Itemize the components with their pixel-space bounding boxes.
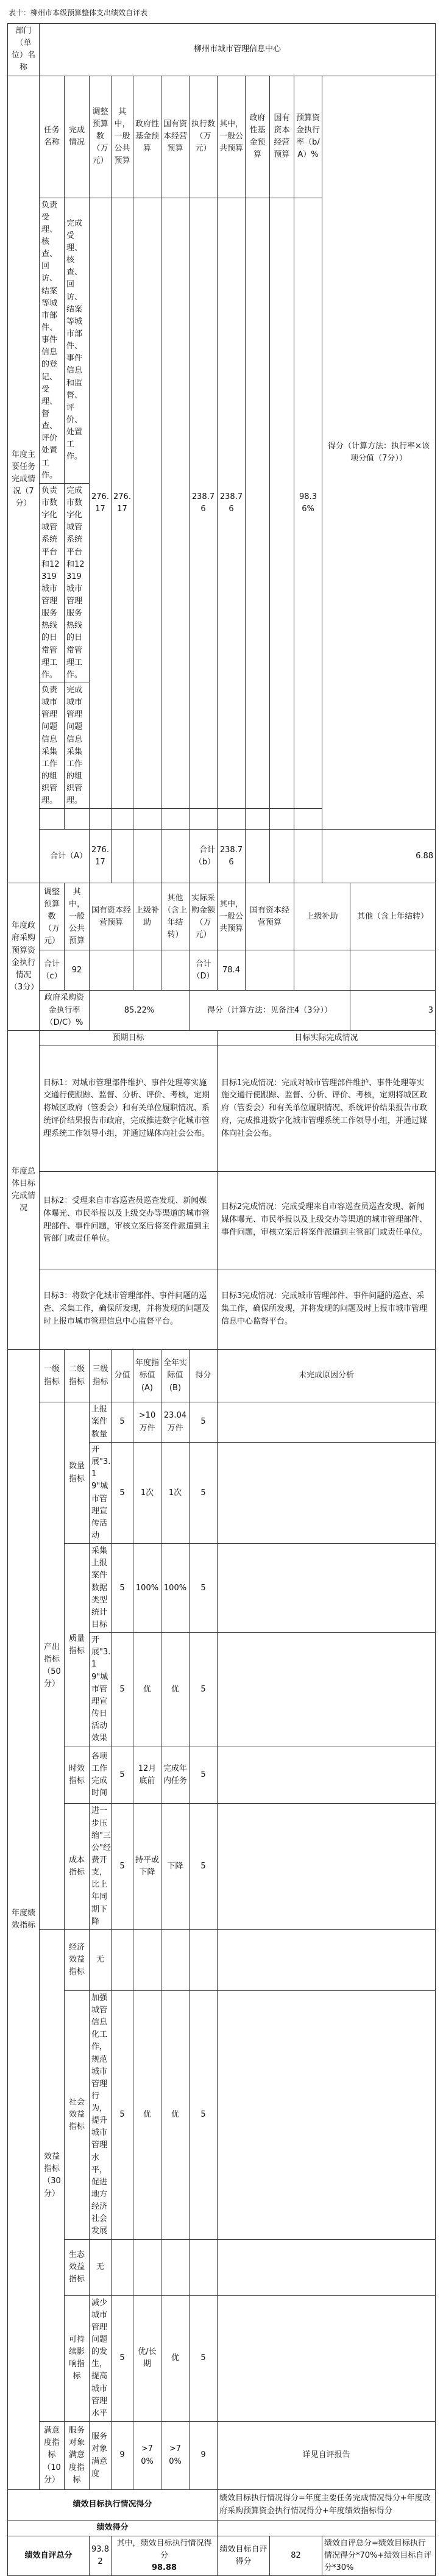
overall-actual-2: 目标2完成情况：完成受理来自市容巡查员巡查发现、新闻媒体曝光、市民举报以及上级交办等渠道的城市管理部件、事件问题，审核立案后将案件派遣到主管部门或责任单位。 bbox=[218, 1172, 436, 1269]
procure-col-superior2: 上级补助 bbox=[294, 883, 350, 950]
perf-row-4-weight: 5 bbox=[112, 1633, 133, 1746]
task-total-b-fund bbox=[246, 830, 270, 883]
procure-col-gen2: 其中，一般公共预算 bbox=[218, 883, 246, 950]
perf-row-3-score: 5 bbox=[190, 1544, 218, 1633]
perf-row-2-name: 开展"3.19"城市管理宣传活动 bbox=[90, 1443, 112, 1544]
task-total-a: 276.17 bbox=[90, 830, 112, 883]
perf-row-9-weight bbox=[112, 2239, 133, 2295]
task-name-3: 负责城市管理问题信息采集工作的组织管理。 bbox=[40, 683, 65, 809]
procure-d-other bbox=[350, 950, 436, 991]
perf-row-7-target bbox=[133, 1929, 161, 1990]
task-budget: 276.17 bbox=[90, 198, 112, 809]
procure-col-other: 其他（含上年结转） bbox=[161, 883, 190, 950]
perf-row-6-target: 持平或下降 bbox=[133, 1804, 161, 1929]
perf-row-5-score: 5 bbox=[190, 1746, 218, 1804]
dept-name: 柳州市城市管理信息中心 bbox=[40, 24, 436, 76]
perf-cost-label: 成本指标 bbox=[65, 1804, 90, 1929]
perf-col-l2: 二级指标 bbox=[65, 1350, 90, 1402]
task-empty-fund bbox=[133, 809, 161, 830]
perf-output-label: 产出指标（50分） bbox=[40, 1402, 65, 1930]
perf-col-score: 得分 bbox=[190, 1350, 218, 1402]
perf-row-7-weight bbox=[112, 1929, 133, 1990]
perf-row-6-actual: 下降 bbox=[161, 1804, 190, 1929]
task-col-done: 完成情况 bbox=[65, 76, 90, 198]
perf-eco-label: 生态效益指标 bbox=[65, 2239, 90, 2295]
task-total-a-state bbox=[161, 830, 190, 883]
procure-c-other bbox=[161, 950, 190, 991]
perf-row-2-reason bbox=[218, 1443, 436, 1544]
task-empty-state bbox=[161, 809, 190, 830]
perf-row-8-weight: 5 bbox=[112, 1990, 133, 2239]
task-col-rate: 预算资金执行率（b/A）% bbox=[294, 76, 322, 198]
perf-time-label: 时效指标 bbox=[65, 1746, 90, 1804]
task-empty-done bbox=[65, 809, 90, 830]
overall-col-target: 预期目标 bbox=[40, 1030, 218, 1046]
perf-row-1-target: >10万件 bbox=[133, 1402, 161, 1443]
perf-row-1-score: 5 bbox=[190, 1402, 218, 1443]
perf-col-weight: 分值 bbox=[112, 1350, 133, 1402]
summary-total-label: 绩效自评总分 bbox=[8, 2536, 90, 2576]
procure-total-c: 92 bbox=[65, 950, 90, 991]
task-col-exec-gen: 其中，一般公共预算 bbox=[218, 76, 246, 198]
perf-benefit-label: 效益指标（30分） bbox=[40, 1929, 65, 2421]
overall-target-2: 目标2：受理来自市容巡查员巡查发现、新闻媒体曝光、市民举报以及上级交办等渠道的城市管理部件、事件问题，审核立案后将案件派遣到主管部门或责任单位。 bbox=[40, 1172, 218, 1269]
task-done-3: 完成城市管理问题信息采集工作的组织管理。 bbox=[65, 683, 90, 809]
perf-count-label: 数量指标 bbox=[65, 1402, 90, 1544]
task-col-exec-fund: 政府性基金预算 bbox=[246, 76, 270, 198]
task-total-a-gen bbox=[112, 830, 133, 883]
perf-row-11-weight: 9 bbox=[112, 2422, 133, 2490]
dept-label: 部门（单位）名称 bbox=[8, 24, 40, 76]
perf-row-8-target: 优 bbox=[133, 1990, 161, 2239]
perf-row-6-score: 5 bbox=[190, 1804, 218, 1929]
task-empty-exec bbox=[190, 809, 218, 830]
perf-col-l1: 一级指标 bbox=[40, 1350, 65, 1402]
task-exec-fund bbox=[246, 198, 270, 809]
procure-rate: 85.22% bbox=[90, 991, 190, 1030]
task-exec-state bbox=[270, 198, 294, 809]
task-col-state: 国有资本经营预算 bbox=[161, 76, 190, 198]
summary-score-label: 绩效得分 bbox=[8, 2520, 218, 2536]
procure-score-label: 得分（计算方法：见备注4（3分）） bbox=[190, 991, 350, 1030]
perf-row-5-target: 12月底前 bbox=[133, 1746, 161, 1804]
procure-col-actual: 实际采购金额（万元） bbox=[190, 883, 218, 950]
procure-col-state2: 国有资本经营预算 bbox=[246, 883, 294, 950]
task-budget-fund bbox=[133, 198, 161, 809]
task-empty-gen bbox=[112, 809, 133, 830]
task-exec: 238.76 bbox=[190, 198, 218, 809]
procure-col-superior: 上级补助 bbox=[133, 883, 161, 950]
perf-row-11-target: >70% bbox=[133, 2422, 161, 2490]
overall-section-label: 年度总体目标完成情况 bbox=[8, 1030, 40, 1349]
task-total-b-state bbox=[270, 830, 294, 883]
summary-exec-score-label: 其中，绩效目标执行情况得分 bbox=[116, 2539, 212, 2561]
perf-row-9-reason bbox=[218, 2239, 436, 2295]
perf-col-l3: 三级指标 bbox=[90, 1350, 112, 1402]
task-empty-exec-fund bbox=[246, 809, 270, 830]
perf-row-5-name: 各项工作完成时间 bbox=[90, 1746, 112, 1804]
perf-row-1-weight: 5 bbox=[112, 1402, 133, 1443]
perf-row-8-name: 加强城管信息化工作，规范城市管理行为，提升城市管理水平，促进地方经济社会发展 bbox=[90, 1990, 112, 2239]
perf-row-2-score: 5 bbox=[190, 1443, 218, 1544]
perf-row-4-reason bbox=[218, 1633, 436, 1746]
perf-row-7-score bbox=[190, 1929, 218, 1990]
perf-row-9-name: 无 bbox=[90, 2239, 112, 2295]
perf-row-1-name: 上报案件数量 bbox=[90, 1402, 112, 1443]
procure-col-budget: 调整预算数（万元） bbox=[40, 883, 65, 950]
summary-exec-label: 绩效目标执行情况得分 bbox=[8, 2490, 218, 2520]
perf-row-8-actual: 优 bbox=[161, 1990, 190, 2239]
task-budget-state bbox=[161, 198, 190, 809]
procure-c-state bbox=[90, 950, 133, 991]
procure-total-d: 78.4 bbox=[218, 950, 246, 991]
task-total-b: 238.76 bbox=[218, 830, 246, 883]
perf-row-3-actual: 100% bbox=[161, 1544, 190, 1633]
task-empty-rate bbox=[294, 809, 322, 830]
summary-exec-formula: 绩效目标执行情况得分=年度主要任务完成情况得分+年度政府采购预算资金执行情况得分+年度绩效指标得分 bbox=[218, 2490, 436, 2520]
task-col-exec: 执行数（万元） bbox=[190, 76, 218, 198]
summary-eval-label: 绩效目标自评得分 bbox=[218, 2536, 270, 2576]
perf-row-5-weight: 5 bbox=[112, 1746, 133, 1804]
task-done-1: 完成受理、核查、回访、结案等城市部件、事件信息和监督、评价、处置工作。 bbox=[65, 198, 90, 483]
perf-row-3-weight: 5 bbox=[112, 1544, 133, 1633]
task-col-exec-state: 国有资本经营预算 bbox=[270, 76, 294, 198]
perf-row-10-actual: 优 bbox=[161, 2295, 190, 2421]
perf-sustain-label: 可持续影响指标 bbox=[65, 2295, 90, 2421]
overall-actual-3: 目标3完成情况：完成城市管理部件、事件问题的巡查、采集工作，确保所发现，并将发现的问题及时上报市城市管理信息中心监督平台。 bbox=[218, 1269, 436, 1350]
procure-rate-label: 政府采购资金执行率（D/C）% bbox=[40, 991, 90, 1030]
task-name-2: 负责市数字化城管系统平台和12319城市管理服务热线的日常管理工作。 bbox=[40, 483, 65, 683]
task-rate: 98.36% bbox=[294, 198, 322, 809]
task-empty-exec-state bbox=[270, 809, 294, 830]
procure-total-d-label: 合计（D） bbox=[190, 950, 218, 991]
task-empty-budget bbox=[90, 809, 112, 830]
perf-row-6-name: 进一步压缩"三公"经费开支，比上年同期下降 bbox=[90, 1804, 112, 1929]
task-col-fund: 政府性基金预算 bbox=[133, 76, 161, 198]
task-total-b-label: 合计（b） bbox=[190, 830, 218, 883]
perf-row-5-actual: 完成年内任务 bbox=[161, 1746, 190, 1804]
summary-score-empty bbox=[218, 2520, 436, 2536]
task-col-name: 任务名称 bbox=[40, 76, 65, 198]
procure-score: 3 bbox=[350, 991, 436, 1030]
task-exec-gen: 238.76 bbox=[218, 198, 246, 809]
perf-col-target: 年度指标值(A) bbox=[133, 1350, 161, 1402]
perf-col-reason: 未完成原因分析 bbox=[218, 1350, 436, 1402]
task-total-a-label: 合计（A） bbox=[40, 830, 90, 883]
perf-econ-label: 经济效益指标 bbox=[65, 1929, 90, 1990]
perf-row-2-actual: 1次 bbox=[161, 1443, 190, 1544]
perf-row-9-score bbox=[190, 2239, 218, 2295]
perf-row-10-name: 减少城市管理问题的发生，提高城市管理水平 bbox=[90, 2295, 112, 2421]
task-budget-gen: 276.17 bbox=[112, 198, 133, 809]
perf-row-3-reason bbox=[218, 1544, 436, 1633]
summary-total: 93.82 bbox=[90, 2536, 112, 2576]
perf-row-2-target: 1次 bbox=[133, 1443, 161, 1544]
task-col-gen: 其中，一般公共预算 bbox=[112, 76, 133, 198]
summary-exec-score-cell bbox=[112, 2536, 218, 2576]
procure-c-superior bbox=[133, 950, 161, 991]
perf-row-7-actual bbox=[161, 1929, 190, 1990]
procure-d-state bbox=[246, 950, 294, 991]
task-empty-exec-gen bbox=[218, 809, 246, 830]
perf-row-3-name: 采集上报案件数据类型统计目标 bbox=[90, 1544, 112, 1633]
perf-row-1-actual: 23.04万件 bbox=[161, 1402, 190, 1443]
perf-row-11-actual: >70% bbox=[161, 2422, 190, 2490]
perf-row-7-reason bbox=[218, 1929, 436, 1990]
procure-total-c-label: 合计（c） bbox=[40, 950, 65, 991]
task-score: 6.88 bbox=[322, 830, 436, 883]
perf-row-6-weight: 5 bbox=[112, 1804, 133, 1929]
perf-section-label: 年度绩效指标 bbox=[8, 1350, 40, 2490]
overall-target-1: 目标1：对城市管理部件维护、事件处理等实施交通行使跟踪、监督、分析、评价、考核，定期将城区政府（管委会）和有关单位履职情况、系统评价结果报告市政府，完成推进数字化城市管理系统工作领导小组，并通过媒体向社会公布。 bbox=[40, 1046, 218, 1172]
perf-row-10-reason bbox=[218, 2295, 436, 2421]
perf-satis-label: 满意度指标（10分） bbox=[40, 2422, 65, 2490]
overall-target-3: 目标3：将数字化城市管理部件、事件问题的巡查、采集工作，确保所发现，并将发现的问题及时上报市城市管理信息中心监督平台。 bbox=[40, 1269, 218, 1350]
perf-row-6-reason bbox=[218, 1804, 436, 1929]
task-col-score: 得分（计算方法：执行率×该项分值（7分）） bbox=[322, 76, 436, 830]
perf-row-8-reason bbox=[218, 1990, 436, 2239]
task-empty-name bbox=[40, 809, 65, 830]
perf-quality-label: 质量指标 bbox=[65, 1544, 90, 1746]
perf-row-11-name: 服务对象满意度 bbox=[90, 2422, 112, 2490]
perf-row-4-score: 5 bbox=[190, 1633, 218, 1746]
task-section-label: 年度主要任务完成情况（7分） bbox=[8, 76, 40, 883]
perf-satis-q-label: 服务对象满意度指标 bbox=[65, 2422, 90, 2490]
perf-row-4-name: 开展"3.19"城市管理宣传日活动效果 bbox=[90, 1633, 112, 1746]
procure-section-label: 年度政府采购预算资金执行情况（3分） bbox=[8, 883, 40, 1030]
perf-row-1-reason bbox=[218, 1402, 436, 1443]
perf-row-4-target: 优 bbox=[133, 1633, 161, 1746]
perf-col-actual: 全年实际值(B) bbox=[161, 1350, 190, 1402]
procure-d-superior bbox=[294, 950, 350, 991]
procure-col-state: 国有资本经营预算 bbox=[90, 883, 133, 950]
perf-row-11-score: 9 bbox=[190, 2422, 218, 2490]
task-total-rate bbox=[294, 830, 322, 883]
summary-formula: 绩效自评总分=绩效目标执行情况得分*70%+绩效目标自评分*30% bbox=[322, 2536, 436, 2576]
procure-col-gen: 其中，一般公共预算 bbox=[65, 883, 90, 950]
summary-exec-score: 98.88 bbox=[151, 2563, 177, 2573]
document-title: 表十：柳州市本级预算整体支出绩效自评表 bbox=[9, 9, 148, 17]
perf-row-9-target bbox=[133, 2239, 161, 2295]
perf-row-10-target: 优/长期 bbox=[133, 2295, 161, 2421]
overall-actual-1: 目标1完成情况：完成对城市管理部件维护、事件处理等实施交通行使跟踪、监督、分析、评价、考核，定期将城区政府（管委会）和有关单位履职情况、系统评价结果报告市政府，完成推进数字化城市管理系统工作领导小组，并通过媒体向社会公布。 bbox=[218, 1046, 436, 1172]
self-evaluation-table bbox=[7, 23, 436, 2576]
perf-social-label: 社会效益指标 bbox=[65, 1990, 90, 2239]
perf-row-11-reason: 详见自评报告 bbox=[218, 2422, 436, 2490]
task-done-2: 完成市数字化城管系统平台和12319城市管理服务热线的日常管理工作。 bbox=[65, 483, 90, 683]
perf-row-9-actual bbox=[161, 2239, 190, 2295]
perf-row-5-reason bbox=[218, 1746, 436, 1804]
perf-row-10-weight: 5 bbox=[112, 2295, 133, 2421]
perf-row-10-score: 5 bbox=[190, 2295, 218, 2421]
summary-eval-score: 82 bbox=[270, 2536, 322, 2576]
perf-row-7-name: 无 bbox=[90, 1929, 112, 1990]
perf-row-8-score: 5 bbox=[190, 1990, 218, 2239]
task-total-a-fund bbox=[133, 830, 161, 883]
perf-row-3-target: 100% bbox=[133, 1544, 161, 1633]
task-name-1: 负责受理、核查、回访、结案等城市部件、事件信息的登记、受理、督查、评价处置工作。 bbox=[40, 198, 65, 483]
perf-row-4-actual: 优 bbox=[161, 1633, 190, 1746]
task-col-budget: 调整预算数（万元） bbox=[90, 76, 112, 198]
procure-col-other2: 其他（含上年结转） bbox=[350, 883, 436, 950]
perf-row-2-weight: 5 bbox=[112, 1443, 133, 1544]
overall-col-actual: 目标实际完成情况 bbox=[218, 1030, 436, 1046]
